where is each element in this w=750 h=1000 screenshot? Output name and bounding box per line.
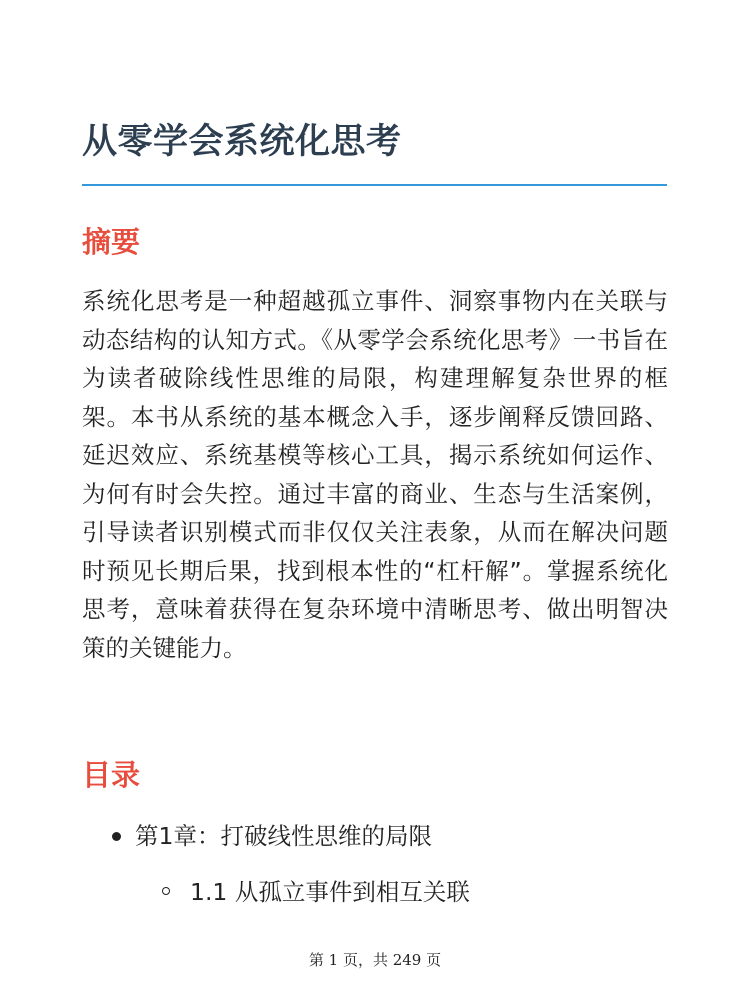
abstract-body: 系统化思考是一种超越孤立事件、洞察事物内在关联与动态结构的认知方式。《从零学会系统化思考》一书旨在为读者破除线性思维的局限，构建理解复杂世界的框架。本书从系统的基本概念入手，逐步阐释反馈回路、延迟效应、系统基模等核心工具，揭示系统如何运作、为何有时会失控。通过丰富的商业、生态与生活案例，引导读者识别模式而非仅仅关注表象，从而在解决问题时预见长期后果，找到根本性的“杠杆解”。掌握系统化思考，意味着获得在复杂环境中清晰思考、做出明智决策的关键能力。 bbox=[82, 287, 668, 662]
document-title: 从零学会系统化思考 bbox=[82, 122, 402, 162]
title-divider bbox=[82, 184, 667, 186]
toc-item-label: 1.1 从孤立事件到相互关联 bbox=[190, 878, 470, 906]
bullet-disc-icon bbox=[112, 832, 121, 841]
toc-item-label: 第1章：打破线性思维的局限 bbox=[135, 822, 432, 850]
bullet-circle-icon bbox=[162, 887, 170, 895]
abstract-heading: 摘要 bbox=[82, 225, 141, 259]
toc-heading: 目录 bbox=[82, 758, 141, 792]
toc-item-section-1-1[interactable] bbox=[160, 874, 470, 910]
toc-item-chapter-1[interactable] bbox=[112, 818, 432, 854]
page-number-footer: 第 1 页，共 249 页 bbox=[308, 951, 442, 969]
